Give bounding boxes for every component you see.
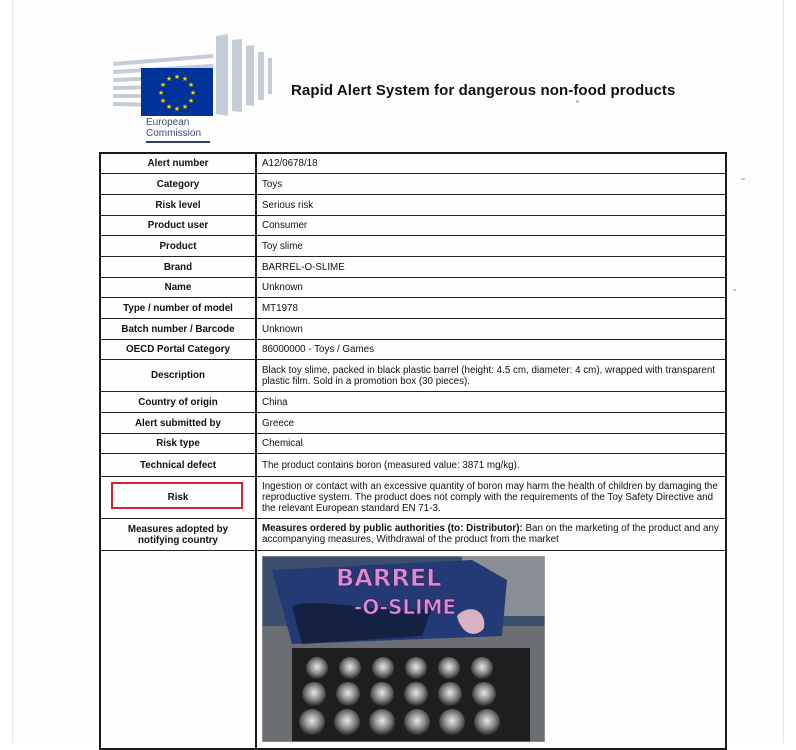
row-value: A12/0678/18 xyxy=(262,158,318,169)
logo-line-european: European xyxy=(146,117,190,128)
row-label: Risk xyxy=(101,477,257,518)
row-value: 86000000 - Toys / Games xyxy=(262,344,375,355)
measures-label-line1: Measures adopted by xyxy=(127,523,229,535)
row-value: Toy slime xyxy=(262,240,303,252)
row-label: Category xyxy=(101,174,257,194)
svg-text:★: ★ xyxy=(157,89,165,97)
logo-wordmark xyxy=(146,117,201,139)
row-label: Name xyxy=(101,278,257,297)
svg-text:★: ★ xyxy=(187,81,195,89)
row-value: MT1978 xyxy=(262,302,298,314)
svg-text:★: ★ xyxy=(187,97,195,105)
row-label: Product user xyxy=(101,216,257,235)
photo-box-text-barrel: BARREL xyxy=(336,564,442,592)
row-value xyxy=(257,519,725,550)
row-value: Toys xyxy=(262,178,283,190)
svg-text:★: ★ xyxy=(159,81,167,89)
photo-box-text-slime: -O-SLIME xyxy=(354,595,457,619)
row-label xyxy=(101,519,257,550)
svg-text:★: ★ xyxy=(181,75,189,83)
row-value: Unknown xyxy=(262,282,303,293)
row-value: Serious risk xyxy=(262,199,314,211)
svg-text:★: ★ xyxy=(173,105,181,113)
scan-speck xyxy=(741,178,745,180)
table-row-batch-barcode xyxy=(101,319,725,340)
svg-text:★: ★ xyxy=(181,103,189,111)
table-row-product-user xyxy=(101,216,725,236)
table-row-alert-number xyxy=(101,154,725,174)
row-value: China xyxy=(262,396,288,408)
row-label: Country of origin xyxy=(101,392,257,412)
svg-text:★: ★ xyxy=(173,73,181,81)
logo-line-commission: Commission xyxy=(146,128,202,139)
photo-label-cell xyxy=(101,551,257,748)
table-row-product xyxy=(101,236,725,257)
row-label: Risk type xyxy=(101,434,257,453)
row-value: Black toy slime, packed in black plastic barrel (height: 4.5 cm, diameter: 4 cm), wrapped with transparent plastic film. Sold in a promotion box (30 pieces). xyxy=(262,364,716,387)
table-row-oecd-category xyxy=(101,340,725,360)
table-row-model xyxy=(101,298,725,319)
svg-text:★: ★ xyxy=(159,97,167,105)
row-value: Greece xyxy=(262,417,295,429)
page-title: Rapid Alert System for dangerous non-food products xyxy=(291,82,676,99)
table-row-name xyxy=(101,278,725,298)
row-label: Description xyxy=(101,360,257,391)
scan-speck xyxy=(576,100,579,103)
row-value: BARREL-O-SLIME xyxy=(262,261,345,273)
table-row-measures xyxy=(101,519,725,551)
product-photo-icon xyxy=(262,556,545,742)
table-row-country-of-origin xyxy=(101,392,725,413)
row-label: Brand xyxy=(101,257,257,277)
svg-text:★: ★ xyxy=(189,89,197,97)
row-label: Technical defect xyxy=(101,454,257,476)
table-row-brand xyxy=(101,257,725,278)
row-label: Product xyxy=(101,236,257,256)
measures-label-line2: notifying country xyxy=(137,534,218,546)
svg-text:★: ★ xyxy=(165,75,173,83)
table-row-category xyxy=(101,174,725,195)
logo-underline xyxy=(146,141,210,143)
svg-text:★: ★ xyxy=(165,103,173,111)
table-row-description xyxy=(101,360,725,392)
row-label: Alert number xyxy=(101,154,257,173)
row-label: OECD Portal Category xyxy=(101,340,257,359)
table-row-technical-defect xyxy=(101,454,725,477)
measures-value-text: Ban on the marketing of the product and any accompanying measures, Withdrawal of the product from the market xyxy=(262,523,719,545)
row-label: Alert submitted by xyxy=(101,413,257,433)
row-label: Type / number of model xyxy=(101,298,257,318)
row-label: Risk level xyxy=(101,195,257,215)
table-row-risk-type xyxy=(101,434,725,454)
row-label: Batch number / Barcode xyxy=(101,319,257,339)
row-value: Chemical xyxy=(262,438,303,449)
row-value: Unknown xyxy=(262,323,303,335)
risk-highlight-box xyxy=(111,482,243,509)
scan-speck xyxy=(733,289,736,291)
row-value: Consumer xyxy=(262,220,308,231)
table-row-risk-level xyxy=(101,195,725,216)
table-row-submitted-by xyxy=(101,413,725,434)
row-value: Ingestion or contact with an excessive quantity of boron may harm the health of children by damaging the reproductive system. The product does not comply with the requirements of the Toy Safety Directive and the relevant European standard EN 71-3. xyxy=(262,481,718,514)
row-value: The product contains boron (measured value: 3871 mg/kg). xyxy=(262,459,520,471)
measures-value-bold: Measures ordered by public authorities (to: Distributor): xyxy=(262,523,523,534)
